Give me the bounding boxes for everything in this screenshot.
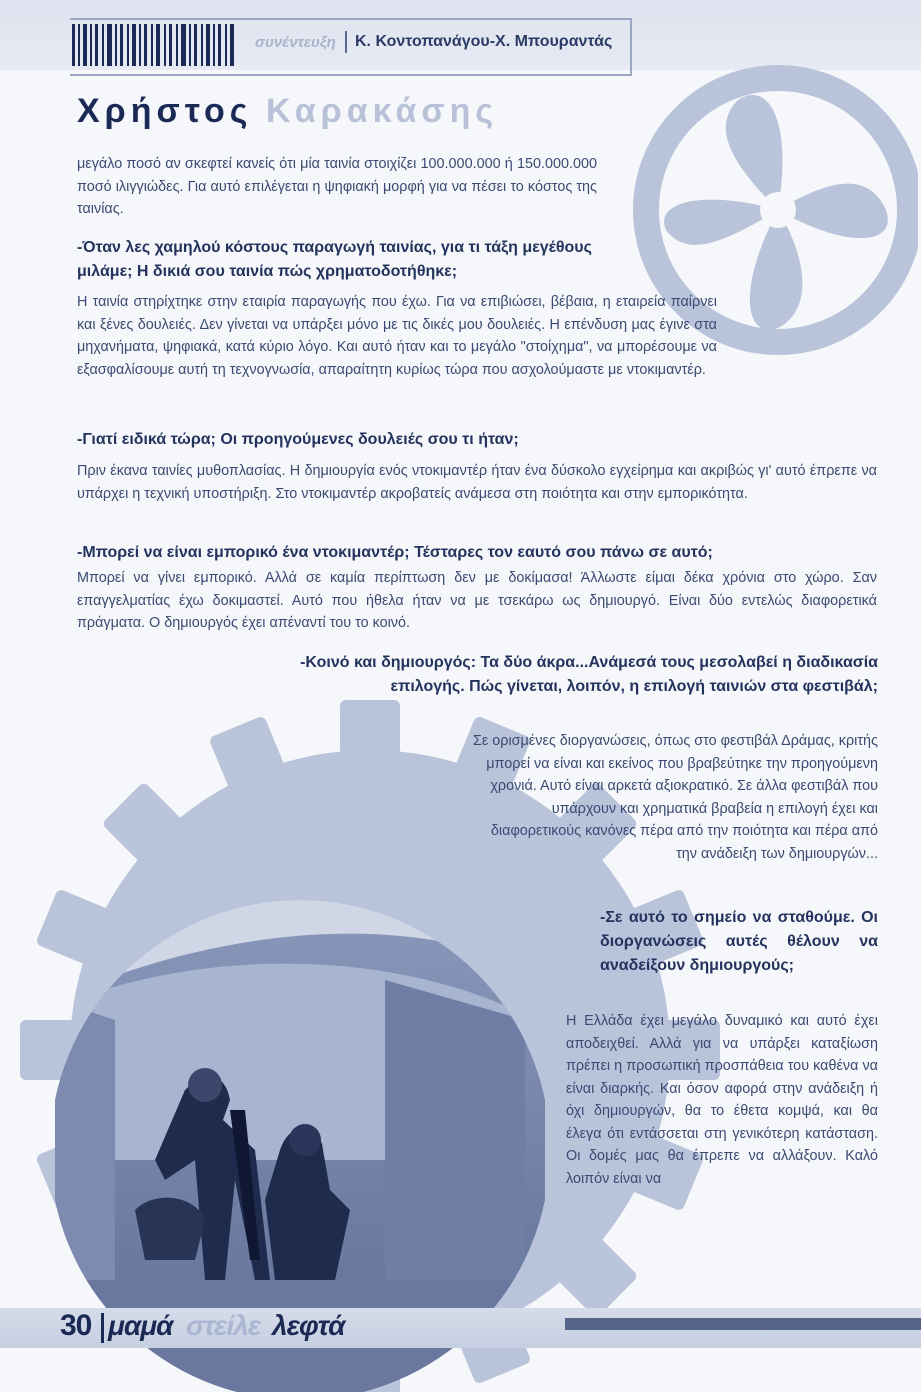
question-4: -Κοινό και δημιουργός: Τα δύο άκρα...Ανάμεσά τους μεσολαβεί η διαδικασία επιλογής. Πώς γίνεται, λοιπόν, η επιλογή ταινιών στα φεστιβάλ; [300,654,878,695]
masthead-part-1: μαμά [108,1310,173,1341]
section-label: συνέντευξη [255,34,336,51]
question-1: -Όταν λες χαμηλού κόστους παραγωγή ταινίας, για τι τάξη μεγέθους μιλάμε; Η δικιά σου ταινία πώς χρηματοδοτήθηκε; [77,239,592,280]
title-first-name: Χρήστος [77,92,253,130]
barcode-graphic [72,24,242,66]
header-divider [345,31,347,53]
answer-3: Μπορεί να γίνει εμπορικό. Αλλά σε καμία περίπτωση δεν με δοκίμασα! Άλλωστε είμαι δέκα χρόνια στο χώρο. Σαν επαγγελματίας έχω δοκιμαστεί. Αυτό που ήθελα ήταν να με τσεκάρω ως δημιουργό. Είναι δύο εντελώς διαφορετικά πράγματα. Ο δημιουργός έχει απέναντί του το κοινό. [77,570,877,631]
title-last-name: Καρακάσης [266,92,499,130]
question-3: -Μπορεί να είναι εμπορικό ένα ντοκιμαντέρ; Τέσταρες τον εαυτό σου πάνω σε αυτό; [77,544,713,561]
answer-4: Σε ορισμένες διοργανώσεις, όπως στο φεστιβάλ Δράμας, κριτής μπορεί να είναι και εκείνος που βραβεύτηκε την προηγούμενη χρονιά. Αυτό είναι αρκετά αξιοκρατικό. Σε άλλα φεστιβάλ που υπάρχουν και χρηματικά βραβεία η επιλογή έχει και διαφορετικούς κανόνες πέρα από την ποιότητα και πέρα από την ανάδειξη των δημιουργών... [472,733,878,862]
authors-byline: Κ. Κοντοπανάγου-Χ. Μπουραντάς [355,33,613,50]
intro-paragraph: μεγάλο ποσό αν σκεφτεί κανείς ότι μία ταινία στοιχίζει 100.000.000 ή 150.000.000 ποσό ιλιγγιώδες. Για αυτό επιλέγεται η ψηφιακή μορφή για να πέσει το κόστος της ταινίας. [77,156,597,217]
footer-stripe [565,1318,921,1330]
answer-2: Πριν έκανα ταινίες μυθοπλασίας. Η δημιουργία ενός ντοκιμαντέρ ήταν ένα δύσκολο εγχείρημα και ακριβώς γι' αυτό έπρεπε να υπάρχει η τεχνική υποστήριξη. Στο ντοκιμαντέρ ακροβατείς ανάμεσα στη ποιότητα και στην εμπορικότητα. [77,463,877,502]
answer-5: Η Ελλάδα έχει μεγάλο δυναμικό και αυτό έχει αποδειχθεί. Αλλά για να υπάρξει καταξίωση πρέπει η προσωπική προσπάθεια του καθένα να είναι διαρκής. Και όσον αφορά στην ανάδειξη ή όχι δημιουργών, θα το έθετα κομψά, και θα έλεγα ότι εντάσσεται στη γενικότερη κατάσταση. Οι δομές μας θα έπρεπε να αλλάξουν. Καλό λοιπόν είναι να [566,1013,878,1187]
footer-divider [101,1313,104,1343]
page-number: 30 [60,1309,92,1342]
question-5: -Σε αυτό το σημείο να σταθούμε. Οι διοργανώσεις αυτές θέλουν να αναδείξουν δημιουργούς; [600,909,878,974]
masthead-part-3: λεφτά [272,1310,345,1341]
question-2: -Γιατί ειδικά τώρα; Οι προηγούμενες δουλειές σου τι ήταν; [77,431,519,448]
answer-1: Η ταινία στηρίχτηκε στην εταιρία παραγωγής που έχω. Για να επιβιώσει, βέβαια, η εταιρεία παίρνει και ξένες δουλειές. Δεν γίνεται να υπάρξει μόνο με τις δικές μου δουλειές. Η επένδυση μας έγινε στα μηχανήματα, ψηφιακά, κατά κύριο λόγο. Και αυτό ήταν και το μεγάλο "στοίχημα", να μπορέσουμε να εξασφαλίσουμε αυτή τη τεχνογνωσία, απαραίτητη κυρίως τώρα που ασχολούμαστε με ντοκιμαντέρ. [77,294,717,378]
masthead-part-2: στείλε [186,1310,261,1341]
